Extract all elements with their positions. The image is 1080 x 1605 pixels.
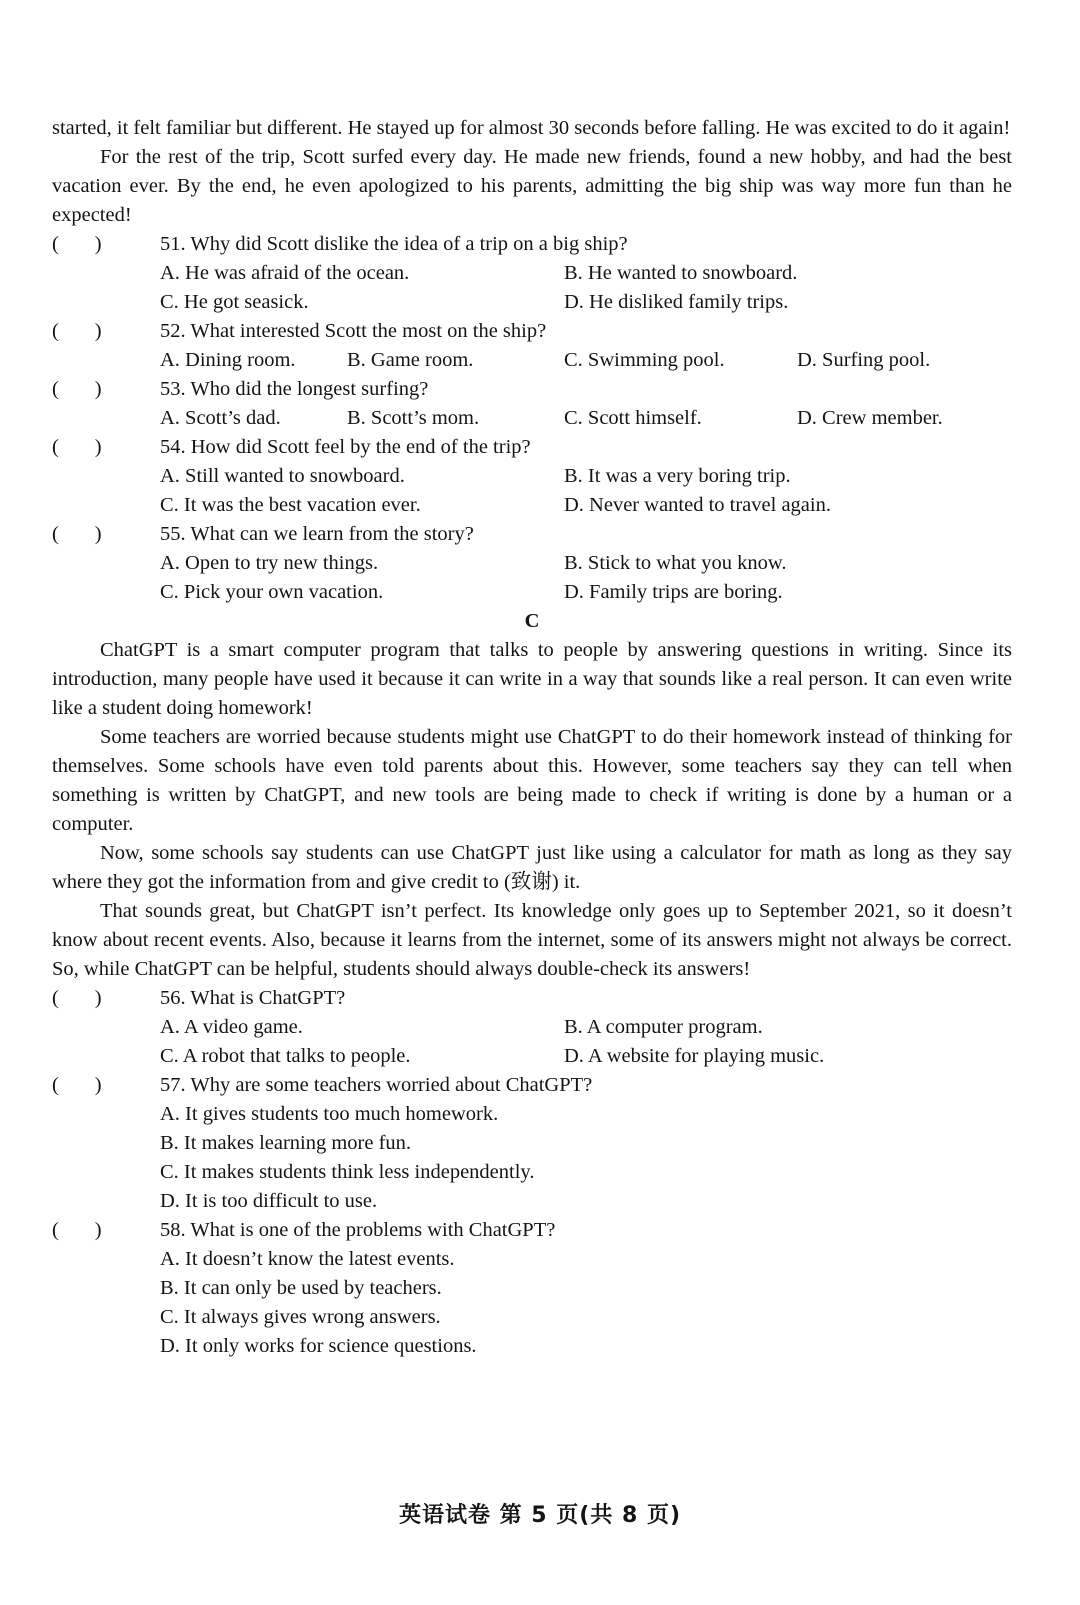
option-b: B. Stick to what you know. — [564, 552, 787, 574]
option-d: D. It only works for science questions. — [160, 1335, 477, 1357]
option-c: C. It was the best vacation ever. — [160, 494, 421, 516]
question-stem: 56. What is ChatGPT? — [160, 987, 346, 1009]
passage-b-paragraph-1: started, it felt familiar but different. He stayed up for almost 30 seconds before falling. He was excited to do it again! — [52, 117, 1011, 139]
option-d: D. He disliked family trips. — [564, 291, 789, 313]
passage-c-paragraph-3: Now, some schools say students can use ChatGPT just like using a calculator for math as long as they say where they got the information from and give credit to (致谢) it. — [52, 842, 1012, 893]
option-c: C. Pick your own vacation. — [160, 581, 384, 603]
answer-blank[interactable]: ( ) — [52, 523, 102, 545]
passage-c-paragraph-4: That sounds great, but ChatGPT isn’t perfect. Its knowledge only goes up to September 2021, so it doesn’t know about recent events. Also, because it learns from the internet, some of its answers might not always be correct. So, while ChatGPT can be helpful, students should always double-check its answers! — [52, 900, 1012, 980]
option-c: C. He got seasick. — [160, 291, 309, 313]
question-51 — [52, 230, 1012, 317]
option-d: D. A website for playing music. — [564, 1045, 825, 1067]
answer-blank[interactable]: ( ) — [52, 233, 102, 255]
option-a: A. Open to try new things. — [160, 552, 379, 574]
option-b: B. It was a very boring trip. — [564, 465, 791, 487]
option-c: C. Swimming pool. — [564, 349, 725, 371]
passage-c-paragraph-1: ChatGPT is a smart computer program that talks to people by answering questions in writing. Since its introduction, many people have used it because it can write in a way that sounds like a real person. It can even write like a student doing homework! — [52, 639, 1012, 719]
option-c: C. Scott himself. — [564, 407, 702, 429]
option-a: A. A video game. — [160, 1016, 303, 1038]
option-a: A. It gives students too much homework. — [160, 1103, 499, 1125]
option-b: B. It can only be used by teachers. — [160, 1277, 442, 1299]
option-a: A. Dining room. — [160, 349, 296, 371]
answer-blank[interactable]: ( ) — [52, 378, 102, 400]
question-56 — [52, 984, 1012, 1071]
section-c-heading: C — [524, 610, 540, 632]
answer-blank[interactable]: ( ) — [52, 987, 102, 1009]
option-a: A. He was afraid of the ocean. — [160, 262, 410, 284]
answer-blank[interactable]: ( ) — [52, 436, 102, 458]
option-b: B. It makes learning more fun. — [160, 1132, 412, 1154]
option-c: C. It always gives wrong answers. — [160, 1306, 441, 1328]
option-a: A. Scott’s dad. — [160, 407, 281, 429]
question-stem: 52. What interested Scott the most on the ship? — [160, 320, 547, 342]
answer-blank[interactable]: ( ) — [52, 320, 102, 342]
option-d: D. Crew member. — [797, 407, 943, 429]
exam-page — [52, 114, 1012, 1361]
option-d: D. Family trips are boring. — [564, 581, 783, 603]
option-c: C. It makes students think less independently. — [160, 1161, 535, 1183]
question-stem: 53. Who did the longest surfing? — [160, 378, 429, 400]
question-55 — [52, 520, 1012, 607]
option-b: B. Game room. — [347, 349, 474, 371]
option-d: D. Surfing pool. — [797, 349, 931, 371]
question-stem: 54. How did Scott feel by the end of the trip? — [160, 436, 531, 458]
question-58 — [52, 1216, 1012, 1361]
option-a: A. Still wanted to snowboard. — [160, 465, 405, 487]
option-b: B. Scott’s mom. — [347, 407, 480, 429]
question-54 — [52, 433, 1012, 520]
question-52 — [52, 317, 1012, 375]
option-a: A. It doesn’t know the latest events. — [160, 1248, 455, 1270]
question-57 — [52, 1071, 1012, 1216]
passage-b-paragraph-2: For the rest of the trip, Scott surfed every day. He made new friends, found a new hobby, and had the best vacation ever. By the end, he even apologized to his parents, admitting the big ship was way more fun than he expected! — [52, 146, 1012, 226]
answer-blank[interactable]: ( ) — [52, 1074, 102, 1096]
question-stem: 58. What is one of the problems with ChatGPT? — [160, 1219, 556, 1241]
option-b: B. A computer program. — [564, 1016, 763, 1038]
option-b: B. He wanted to snowboard. — [564, 262, 798, 284]
question-stem: 55. What can we learn from the story? — [160, 523, 474, 545]
option-c: C. A robot that talks to people. — [160, 1045, 411, 1067]
option-d: D. It is too difficult to use. — [160, 1190, 378, 1212]
option-d: D. Never wanted to travel again. — [564, 494, 831, 516]
question-53 — [52, 375, 1012, 433]
question-stem: 57. Why are some teachers worried about ChatGPT? — [160, 1074, 593, 1096]
passage-c-paragraph-2: Some teachers are worried because students might use ChatGPT to do their homework instead of thinking for themselves. Some schools have even told parents about this. However, some teachers say they can tell when something is written by ChatGPT, and new tools are being made to check if writing is done by a human or a computer. — [52, 726, 1012, 835]
answer-blank[interactable]: ( ) — [52, 1219, 102, 1241]
page-footer: 英语试卷 第 5 页(共 8 页) — [398, 1503, 682, 1528]
question-stem: 51. Why did Scott dislike the idea of a trip on a big ship? — [160, 233, 628, 255]
